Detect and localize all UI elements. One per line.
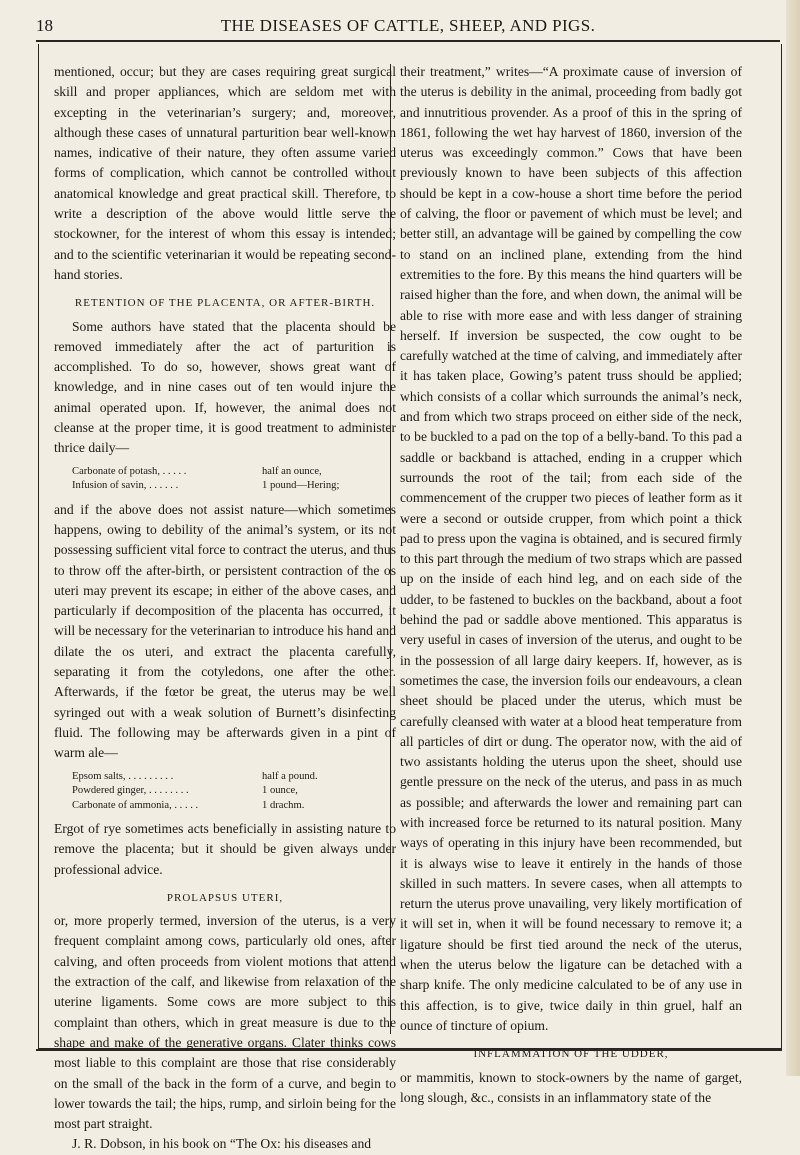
recipe-row [54,479,396,494]
recipe-row [54,799,396,814]
recipe-table-2 [54,770,396,814]
right-column [400,62,742,1108]
page-number: 18 [36,16,53,35]
recipe-item: Carbonate of ammonia, . . . . . [72,799,199,811]
paragraph: or mammitis, known to stock-owners by the name of garget, long slough, &c., consists in an inflammatory state of the [400,1069,742,1105]
section-heading-retention: RETENTION OF THE PLACENTA, OR AFTER-BIRTH. [74,297,376,310]
page-header [36,14,780,40]
footer-rule [36,1049,782,1051]
recipe-item: Powdered ginger, . . . . . . . . [72,785,189,796]
header-rule [36,40,780,42]
recipe-qty: 1 pound—Hering; [262,480,340,492]
paragraph: mentioned, occur; but they are cases requiring great surgical skill and proper appliances, which are seldom met with excepting in the veterinarian’s surgery; and, moreover, although these cases of unnatural parturition bear well-known names, indicative of their nature, they often assume varied forms of complication, which cannot be controlled without anatomical knowledge and great practical skill. Therefore, to write a description of the above would little serve the stockowner, for the interest of whom this essay is intended; and to the scientific veterinarian it would be repeating second-hand stories. [54,64,396,282]
recipe-item: Carbonate of potash, . . . . . [72,465,187,477]
recipe-row [54,784,396,799]
paragraph: Ergot of rye sometimes acts beneficially in assisting nature to remove the placenta; but it should be given always under professional advice. [54,821,396,877]
recipe-qty: half an ounce, [262,465,322,477]
section-heading-prolapsus: PROLAPSUS UTERI, [166,891,284,904]
recipe-table-1 [54,465,396,494]
paragraph: their treatment,” writes—“A proximate cause of inversion of the uterus is debility in the animal, proceeding from badly got and innutritious provender. As a proof of this in the spring of 1861, following the wet hay harvest of 1860, inversion of the uterus was exceedingly common.” Cows that have been previously known to have been subjects of this affection should be kept in a cow-house a short time before the period of calving, the floor or pavement of which must be level; and better still, an advantage will be gained by compelling the cow to stand on an inclined plane, extending from the hind extremities to the fore. By this means the hind quarters will be raised higher than the fore, and when down, the animal will be able to rise with more ease and with less danger of straining herself. If inversion be suspected, the cow ought to be carefully watched at the time of calving, and immediately after it has taken place, Gowing’s patent truss should be applied; which consists of a collar which surrounds the animal’s neck, and from which two straps proceed on either side of the neck, to be buckled to a pad on the top of a belly-band. To this pad a saddle or backband is attached, ending in a crupper which surrounds the root of the tail; from each side of the commencement of the crupper two pieces of leather form as it were a second or outside crupper, from which point a thick pad to press upon the vagina is obtained, and is secured firmly to this part through the medium of two straps which are passed up on the inside of each hind leg, and on each side of the udder, to be fastened to buckles on the backband, about a foot behind the pad or saddle above mentioned. This apparatus is very useful in cases of inversion of the uterus, and ought to be in the possession of all large dairy keepers. If, however, as is sometimes the case, the inversion foils our endeavours, a clean sheet should be placed under the uterus, which must be carefully cleansed with water at a blood heat temperature from all particles of dirt or dung. The operator now, with the aid of two assistants holding the uterus upon the sheet, should use gentle pressure on the neck of the uterus, and pass in as much as possible; and afterwards the lower and remaining part can with increased force be returned to its natural position. Many ways of operating in this injury have been recommended, but it is always wise to leave it entirely in the hands of those skilled in such matters. In severe cases, when all attempts to return the uterus prove unavailing, very likely mortification of it will set in, when it will be found necessary to remove it; a ligature should be first tied around the neck of the uterus, when the uterus below the ligature can be detached with a sharp knife. The only medicine calculated to be of any use in this affection, is to give, twice daily in thin gruel, half an ounce of tincture of opium. [400,64,742,1033]
recipe-qty: 1 ounce, [262,785,298,796]
paragraph: J. R. Dobson, in his book on “The Ox: his diseases and [72,1136,372,1152]
paragraph: or, more properly termed, inversion of the uterus, is a very frequent complaint among cows, particularly old ones, after calving, and often proceeds from violent motions that attend the extraction of the calf, and likewise from relaxation of the uterine ligaments. Some cows are more subject to this complaint than others, which in great measure is due to the shape and make of the generative organs. Clater thinks cows most liable to this complaint are those that rise considerably on the small of the back in the form of a curve, and begin to lower towards the tail; the hips, rump, and sirloin being for the most part straight. [54,913,396,1132]
recipe-row [54,770,396,785]
recipe-item: Infusion of savin, . . . . . . [72,480,179,492]
recipe-row [54,465,396,480]
section-heading-udder: INFLAMMATION OF THE UDDER, [473,1048,669,1061]
recipe-qty: half a pound. [262,770,318,782]
running-title: THE DISEASES OF CATTLE, SHEEP, AND PIGS. [220,16,596,35]
paragraph: and if the above does not assist nature—which sometimes happens, owing to debility of the animal’s system, or its not possessing sufficient vital force to contract the uterus, and thus to throw off the after-birth, or persistent contraction of the os uteri may prevent its escape; in either of the above cases, and particularly if decomposition of the placenta has occurred, it will be necessary for the veterinarian to introduce his hand and dilate the os uteri, and extract the placenta carefully, separating it from the cotyledons, one after the other. Afterwards, if the fœtor be great, the uterus may be well syringed out with a weak solution of Burnett’s disinfecting fluid. The following may be afterwards given in a pint of warm ale— [54,501,396,761]
left-column [54,62,396,1155]
recipe-qty: 1 drachm. [262,799,305,811]
paragraph: Some authors have stated that the placenta should be removed immediately after the act of parturition is accomplished. To do so, however, shows great want of knowledge, and in nine cases out of ten would injure the animal operated upon. If, however, the animal does not cleanse at the proper time, it is good treatment to administer thrice daily— [54,318,396,456]
page-edge [786,0,800,1076]
recipe-item: Epsom salts, . . . . . . . . . [72,770,174,782]
